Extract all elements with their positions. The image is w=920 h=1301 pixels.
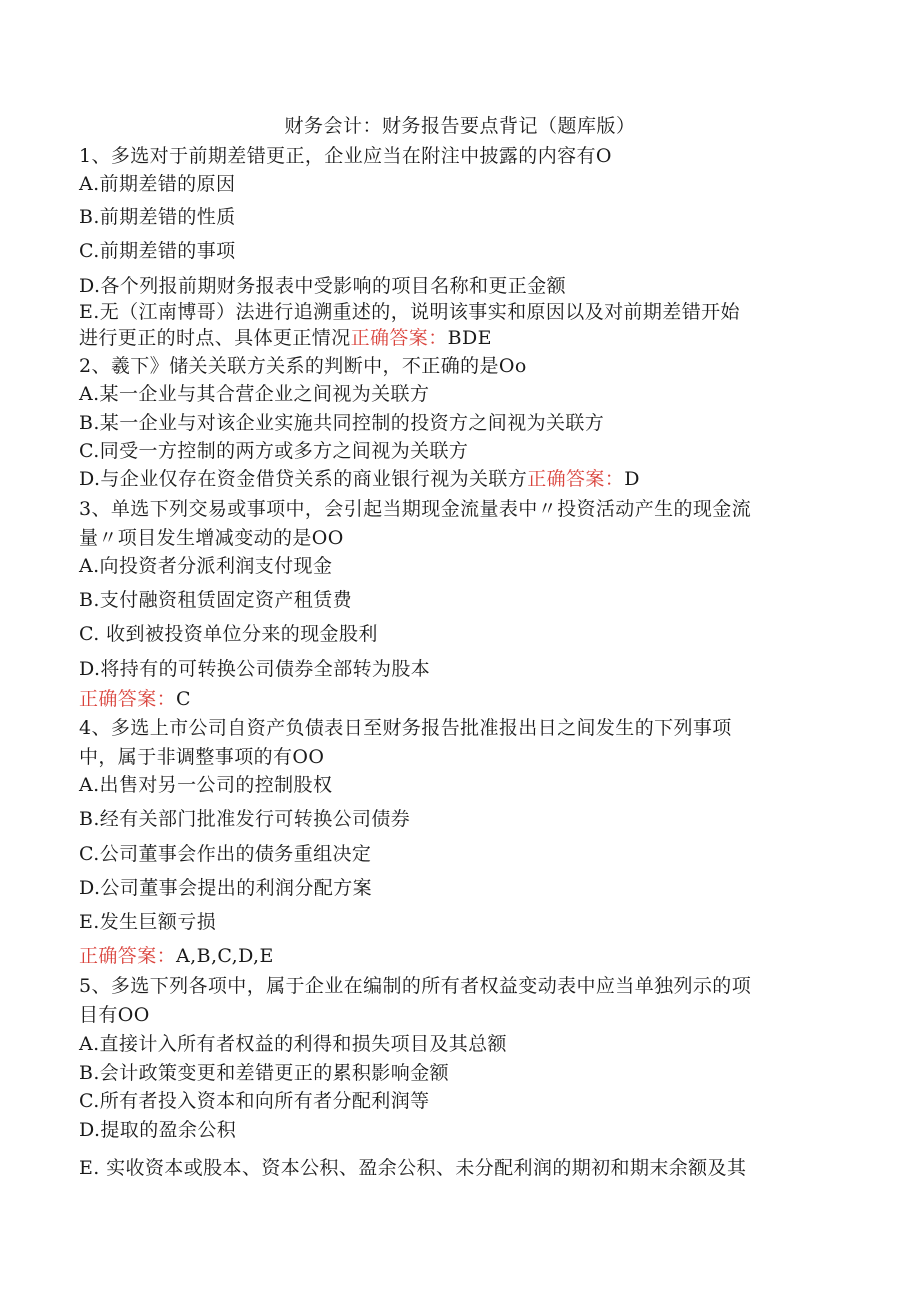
question-2-stem: 2、羲下》储关关联方关系的判断中，不正确的是Oo <box>79 355 527 377</box>
question-1-option-a: A.前期差错的原因 <box>79 173 236 195</box>
question-3-option-c: C. 收到被投资单位分来的现金股利 <box>79 623 378 645</box>
question-1-answer-value: BDE <box>447 327 492 349</box>
question-5-option-d: D.提取的盈余公积 <box>79 1119 237 1141</box>
question-1-option-e-tail: 进行更正的时点、具体更正情况 <box>79 327 351 349</box>
question-2-option-d-row <box>79 466 839 492</box>
question-2-option-c: C.同受一方控制的两方或多方之间视为关联方 <box>79 440 469 462</box>
question-1-option-e: E.无（江南博哥）法进行追溯重述的，说明该事实和原因以及对前期差错开始 <box>79 301 740 323</box>
question-3-answer-value: C <box>176 688 191 710</box>
question-4-stem-line-2: 中，属于非调整事项的有OO <box>79 746 325 768</box>
question-4-option-b: B.经有关部门批准发行可转换公司债券 <box>79 808 411 830</box>
question-4-option-e: E.发生巨额亏损 <box>79 911 217 933</box>
question-1-answer-label: 正确答案： <box>350 327 448 349</box>
question-5-stem-line-1: 5、多选下列各项中，属于企业在编制的所有者权益变动表中应当单独列示的项 <box>79 975 752 997</box>
question-5-option-a: A.直接计入所有者权益的利得和损失项目及其总额 <box>79 1033 507 1055</box>
question-4-answer-row <box>79 943 839 969</box>
question-2-option-d: D.与企业仅存在资金借贷关系的商业银行视为关联方 <box>79 468 528 490</box>
question-2-option-b: B.某一企业与对该企业实施共同控制的投资方之间视为关联方 <box>79 412 605 434</box>
question-1-option-c: C.前期差错的事项 <box>79 240 236 262</box>
question-1-option-b: B.前期差错的性质 <box>79 206 236 228</box>
question-5-option-b: B.会计政策变更和差错更正的累积影响金额 <box>79 1062 450 1084</box>
question-2-answer-label: 正确答案： <box>527 468 625 490</box>
question-3-option-b: B.支付融资租赁固定资产租赁费 <box>79 589 353 611</box>
question-4-option-a: A.出售对另一公司的控制股权 <box>79 774 333 796</box>
question-2-answer-value: D <box>624 468 640 490</box>
question-4-stem-line-1: 4、多选上市公司自资产负债表日至财务报告批准报出日之间发生的下列事项 <box>79 717 732 739</box>
question-1-option-d: D.各个列报前期财务报表中受影响的项目名称和更正金额 <box>79 275 566 297</box>
question-5-stem-line-2: 目有OO <box>79 1004 150 1026</box>
question-2-option-a: A.某一企业与其合营企业之间视为关联方 <box>79 383 430 405</box>
question-1-stem: 1、多选对于前期差错更正，企业应当在附注中披露的内容有O <box>79 145 612 167</box>
question-3-answer-label: 正确答案： <box>79 688 177 710</box>
question-3-option-a: A.向投资者分派利润支付现金 <box>79 555 333 577</box>
question-3-answer-row <box>79 686 839 712</box>
document-title: 财务会计：财务报告要点背记（题库版） <box>284 115 636 137</box>
question-5-option-c: C.所有者投入资本和向所有者分配利润等 <box>79 1090 430 1112</box>
question-1-option-e-continued <box>79 325 839 351</box>
question-4-option-d: D.公司董事会提出的利润分配方案 <box>79 877 372 899</box>
question-3-stem-line-2: 量〃项目发生增减变动的是OO <box>79 527 344 549</box>
question-4-option-c: C.公司董事会作出的债务重组决定 <box>79 843 372 865</box>
question-3-option-d: D.将持有的可转换公司债券全部转为股本 <box>79 658 431 680</box>
question-4-answer-value: A,B,C,D,E <box>176 945 274 967</box>
question-4-answer-label: 正确答案： <box>79 945 177 967</box>
question-3-stem-line-1: 3、单选下列交易或事项中，会引起当期现金流量表中〃投资活动产生的现金流 <box>79 498 752 520</box>
question-5-option-e: E. 实收资本或股本、资本公积、盈余公积、未分配利润的期初和期末余额及其 <box>79 1157 747 1179</box>
